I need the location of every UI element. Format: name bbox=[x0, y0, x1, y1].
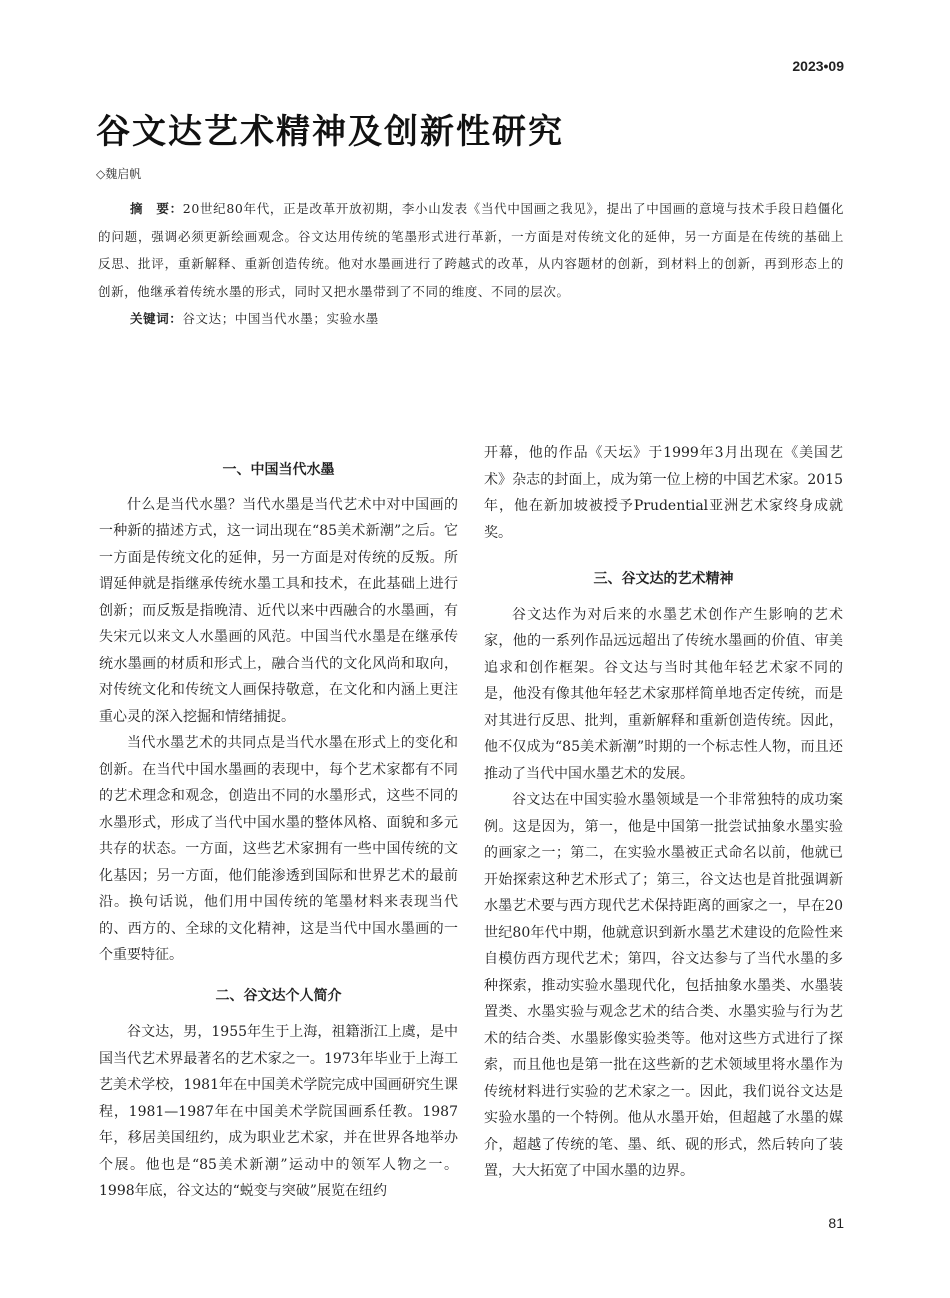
keywords-text: 谷文达；中国当代水墨；实验水墨 bbox=[182, 311, 379, 327]
section-1-paragraph-1: 什么是当代水墨？当代水墨是当代艺术中对中国画的一种新的描述方式，这一词出现在“85美术新潮”之后。它一方面是传统文化的延伸，另一方面是对传统的反叛。所谓延伸就是指继承传统水墨工具和技术，在此基础上进行创新；而反叛是指晚清、近代以来中西融合的水墨画，有失宋元以来文人水墨画的风范。中国当代水墨是在继承传统水墨画的材质和形式上，融合当代的文化风尚和取向，对传统文化和传统文人画保持敬意，在文化和内涵上更注重心灵的深入挖掘和情绪捕捉。 bbox=[99, 496, 458, 725]
article-author: ◇魏启帆 bbox=[96, 167, 142, 181]
keywords-label: 关键词： bbox=[130, 311, 183, 327]
section-2-heading: 二、谷文达个人简介 bbox=[215, 987, 342, 1004]
section-3-paragraph-1: 谷文达作为对后来的水墨艺术创作产生影响的艺术家，他的一系列作品远远超出了传统水墨画的价值、审美追求和创作框架。谷文达与当时其他年轻艺术家不同的是，他没有像其他年轻艺术家那样简单地否定传统，而是对其进行反思、批判，重新解释和重新创造传统。因此，他不仅成为“85美术新潮”时期的一个标志性人物，而且还推动了当代中国水墨艺术的发展。 bbox=[484, 606, 843, 782]
section-3-heading: 三、谷文达的艺术精神 bbox=[593, 571, 734, 587]
left-column bbox=[99, 440, 458, 1205]
abstract-text: 20世纪80年代，正是改革开放初期，李小山发表《当代中国画之我见》，提出了中国画的意境与技术手段日趋僵化的问题，强调必须更新绘画观念。谷文达用传统的笔墨形式进行革新，一方面是对传统文化的延伸，另一方面是在传统的基础上反思、批评，重新解释、重新创造传统。他对水墨画进行了跨越式的改革，从内容题材的创新，到材料上的创新，再到形态上的创新，他继承着传统水墨的形式，同时又把水墨带到了不同的维度、不同的层次。 bbox=[98, 201, 844, 299]
section-1-paragraph-2: 当代水墨艺术的共同点是当代水墨在形式上的变化和创新。在当代中国水墨画的表现中，每个艺术家都有不同的艺术理念和观念，创造出不同的水墨形式，这些不同的水墨形式，形成了当代中国水墨的整体风格、面貌和多元共存的状态。一方面，这些艺术家拥有一些中国传统的文化基因；另一方面，他们能渗透到国际和世界艺术的最前沿。换句话说，他们用中国传统的笔墨材料来表现当代的、西方的、全球的文化精神，这是当代中国水墨画的一个重要特征。 bbox=[99, 735, 458, 963]
section-1-heading: 一、中国当代水墨 bbox=[222, 462, 335, 478]
section-3-paragraph-2: 谷文达在中国实验水墨领域是一个非常独特的成功案例。这是因为，第一，他是中国第一批尝试抽象水墨实验的画家之一；第二，在实验水墨被正式命名以前，他就已开始探索这种艺术形式了；第三，谷文达也是首批强调新水墨艺术要与西方现代艺术保持距离的画家之一，早在20世纪80年代中期，他就意识到新水墨艺术建设的危险性来自模仿西方现代艺术；第四，谷文达参与了当代水墨的多种探索，推动实验水墨现代化，包括抽象水墨类、水墨装置类、水墨实验与观念艺术的结合类、水墨实验与行为艺术的结合类、水墨影像实验类等。他对这些方式进行了探索，而且他也是第一批在这些新的艺术领域里将水墨作为传统材料进行实验的艺术家之一。因此，我们说谷文达是实验水墨的一个特例。他从水墨开始，但超越了水墨的媒介，超越了传统的笔、墨、纸、砚的形式，然后转向了装置，大大拓宽了中国水墨的边界。 bbox=[484, 792, 843, 1179]
issue-label: 2023•09 bbox=[792, 58, 844, 74]
keywords-paragraph bbox=[98, 305, 844, 333]
abstract-paragraph bbox=[98, 195, 844, 305]
abstract-label: 摘 要： bbox=[130, 201, 183, 216]
section-2-paragraph-1: 谷文达，男，1955年生于上海，祖籍浙江上虞，是中国当代艺术界最著名的艺术家之一。1973年毕业于上海工艺美术学校，1981年在中国美术学院完成中国画研究生课程，1981—1987年在中国美术学院国画系任教。1987年，移居美国纽约，成为职业艺术家，并在世界各地举办个展。他也是“85美术新潮”运动中的领军人物之一。1998年底，谷文达的“蜕变与突破”展览在纽约 bbox=[99, 1024, 458, 1199]
abstract-block bbox=[98, 195, 844, 333]
page-number: 81 bbox=[828, 1215, 844, 1231]
section-2-paragraph-continued: 开幕，他的作品《天坛》于1999年3月出现在《美国艺术》杂志的封面上，成为第一位上榜的中国艺术家。2015年，他在新加坡被授予Prudential亚洲艺术家终身成就奖。 bbox=[484, 445, 843, 541]
right-column bbox=[484, 440, 843, 1185]
article-title: 谷文达艺术精神及创新性研究 bbox=[96, 112, 564, 152]
